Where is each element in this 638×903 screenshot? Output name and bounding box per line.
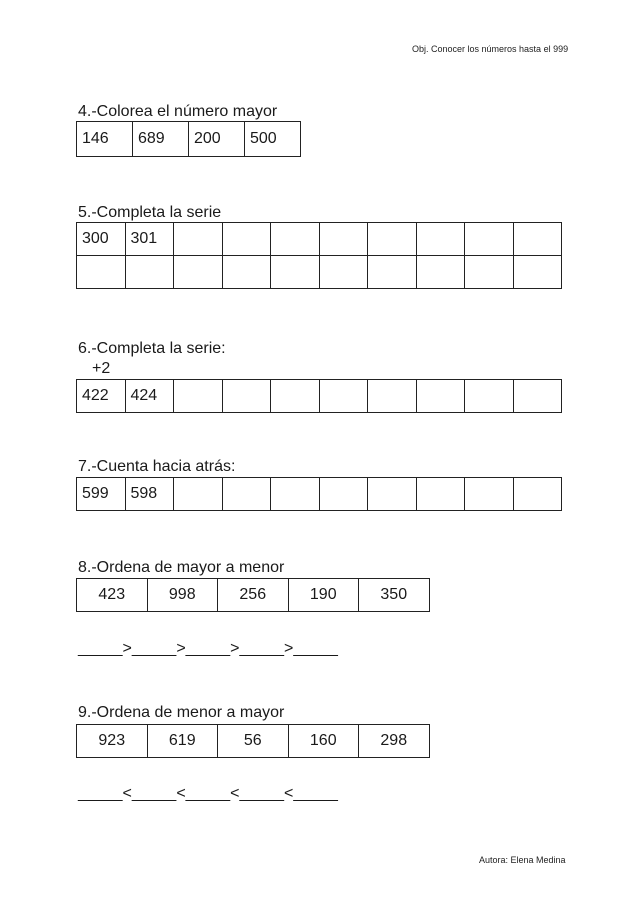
series-cell[interactable] [271,380,320,413]
exercise-7-series-table [76,477,562,511]
number-cell[interactable]: 350 [359,579,430,612]
exercise-6-heading: 6.-Completa la serie: [78,340,226,357]
series-cell[interactable] [513,256,562,289]
series-cell[interactable] [319,256,368,289]
number-cell[interactable]: 190 [288,579,359,612]
series-cell[interactable] [271,478,320,511]
series-cell[interactable] [416,256,465,289]
series-cell[interactable] [271,256,320,289]
number-cell[interactable]: 146 [77,122,133,157]
series-cell[interactable] [222,223,271,256]
series-cell[interactable] [513,380,562,413]
exercise-4-number-table [76,121,301,157]
objective-header: Obj. Conocer los números hasta el 999 [412,44,569,54]
series-cell[interactable]: 599 [77,478,126,511]
series-cell[interactable] [416,478,465,511]
series-cell[interactable]: 424 [125,380,174,413]
series-cell[interactable] [368,478,417,511]
series-cell[interactable] [174,380,223,413]
exercise-8-heading: 8.-Ordena de mayor a menor [78,559,285,576]
exercise-9-heading: 9.-Ordena de menor a mayor [78,704,285,721]
exercise-8-number-table [76,578,430,612]
exercise-4-heading: 4.-Colorea el número mayor [78,103,278,120]
author-footer: Autora: Elena Medina [479,855,566,865]
series-cell[interactable] [222,380,271,413]
number-cell[interactable]: 619 [147,725,218,758]
exercise-6-series-table [76,379,562,413]
number-cell[interactable]: 56 [218,725,289,758]
number-cell[interactable]: 423 [77,579,148,612]
series-cell[interactable] [416,380,465,413]
series-cell[interactable] [368,380,417,413]
series-cell[interactable] [416,223,465,256]
exercise-5-series-table [76,222,562,289]
exercise-7-heading: 7.-Cuenta hacia atrás: [78,458,236,475]
series-cell[interactable] [465,223,514,256]
exercise-5-heading: 5.-Completa la serie [78,204,222,221]
number-cell[interactable]: 160 [288,725,359,758]
exercise-8-answer-line[interactable]: _____>_____>_____>_____>_____ [78,640,338,657]
series-cell[interactable] [319,223,368,256]
series-cell[interactable] [271,223,320,256]
series-cell[interactable] [222,256,271,289]
series-cell[interactable] [465,478,514,511]
series-cell[interactable] [174,478,223,511]
number-cell[interactable]: 500 [245,122,301,157]
series-cell[interactable] [222,478,271,511]
series-cell[interactable] [465,256,514,289]
number-cell[interactable]: 200 [189,122,245,157]
exercise-9-number-table [76,724,430,758]
series-cell[interactable] [513,478,562,511]
series-cell[interactable] [368,223,417,256]
series-cell[interactable] [319,478,368,511]
number-cell[interactable]: 689 [133,122,189,157]
number-cell[interactable]: 256 [218,579,289,612]
number-cell[interactable]: 923 [77,725,148,758]
exercise-9-answer-line[interactable]: _____<_____<_____<_____<_____ [78,785,338,802]
series-cell[interactable] [174,223,223,256]
series-cell[interactable]: 301 [125,223,174,256]
series-cell[interactable]: 598 [125,478,174,511]
series-cell[interactable] [174,256,223,289]
series-cell[interactable] [125,256,174,289]
series-cell[interactable] [319,380,368,413]
series-cell[interactable]: 300 [77,223,126,256]
series-cell[interactable]: 422 [77,380,126,413]
series-cell[interactable] [368,256,417,289]
series-cell[interactable] [465,380,514,413]
number-cell[interactable]: 998 [147,579,218,612]
series-cell[interactable] [77,256,126,289]
step-label: +2 [92,360,111,377]
number-cell[interactable]: 298 [359,725,430,758]
series-cell[interactable] [513,223,562,256]
